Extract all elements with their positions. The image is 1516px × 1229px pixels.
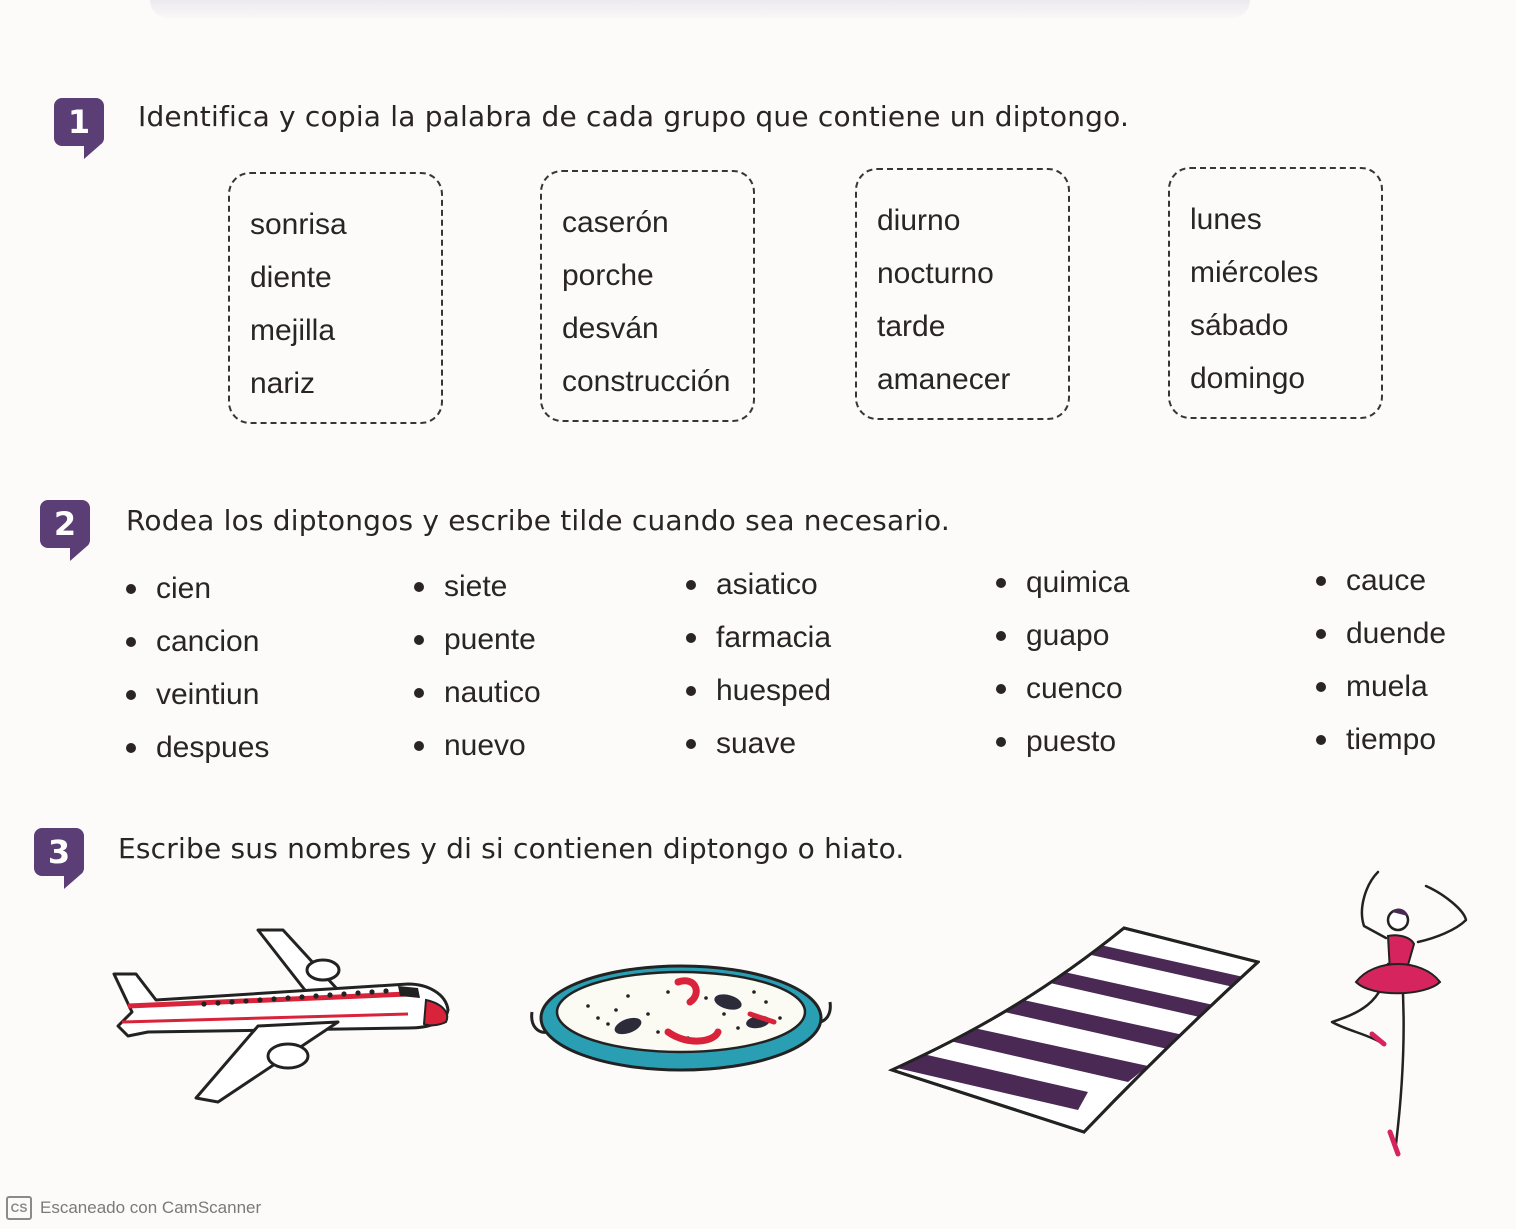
bullet-word: nautico bbox=[414, 666, 541, 719]
word: lunes bbox=[1190, 203, 1262, 236]
bullet-word: cuenco bbox=[996, 662, 1129, 715]
word-group-1 bbox=[228, 172, 443, 424]
bullet-word: siete bbox=[414, 560, 541, 613]
bullet-word: muela bbox=[1316, 660, 1446, 713]
bullet-dot bbox=[1316, 576, 1326, 586]
bullet-dot bbox=[126, 690, 136, 700]
word: domingo bbox=[1190, 362, 1306, 395]
bullet-dot bbox=[414, 582, 424, 592]
word-group-2 bbox=[540, 170, 755, 422]
camscanner-logo-icon: CS bbox=[6, 1196, 32, 1220]
bullet-word: puente bbox=[414, 613, 541, 666]
bullet-word: cancion bbox=[126, 615, 269, 668]
word: sábado bbox=[1190, 309, 1289, 342]
word: tarde bbox=[877, 310, 946, 343]
bullet-dot bbox=[126, 584, 136, 594]
towel-illustration bbox=[888, 926, 1260, 1134]
bullet-word: veintiun bbox=[126, 668, 269, 721]
bullet-word: asiatico bbox=[686, 558, 831, 611]
exercise-3-instruction: Escribe sus nombres y di si contienen diptongo o hiato. bbox=[118, 832, 905, 865]
page-top-edge bbox=[150, 0, 1250, 18]
bullet-word: despues bbox=[126, 721, 269, 774]
bullet-word: tiempo bbox=[1316, 713, 1446, 766]
bullet-dot bbox=[686, 580, 696, 590]
airplane-illustration bbox=[108, 922, 456, 1108]
bullet-column-1 bbox=[126, 562, 269, 774]
bullet-word: quimica bbox=[996, 556, 1129, 609]
bullet-word: duende bbox=[1316, 607, 1446, 660]
bullet-dot bbox=[414, 741, 424, 751]
bullet-dot bbox=[414, 688, 424, 698]
scanner-watermark bbox=[6, 1196, 261, 1220]
bullet-column-2 bbox=[414, 560, 541, 772]
exercise-3-badge bbox=[34, 828, 84, 876]
bullet-word: farmacia bbox=[686, 611, 831, 664]
exercise-2-instruction: Rodea los diptongos y escribe tilde cuando sea necesario. bbox=[126, 504, 950, 537]
bullet-word: cauce bbox=[1316, 554, 1446, 607]
word-group-3 bbox=[855, 168, 1070, 420]
bullet-dot bbox=[996, 684, 1006, 694]
bullet-word: huesped bbox=[686, 664, 831, 717]
bullet-word: suave bbox=[686, 717, 831, 770]
bullet-word: puesto bbox=[996, 715, 1129, 768]
word: construcción bbox=[562, 365, 731, 398]
bullet-column-3 bbox=[686, 558, 831, 770]
exercise-number: 3 bbox=[47, 833, 71, 871]
paella-illustration bbox=[528, 962, 834, 1076]
word: diurno bbox=[877, 204, 961, 237]
bullet-word: guapo bbox=[996, 609, 1129, 662]
word: porche bbox=[562, 259, 654, 292]
bullet-dot bbox=[1316, 735, 1326, 745]
word: desván bbox=[562, 312, 659, 345]
word: miércoles bbox=[1190, 256, 1319, 289]
word-group-4 bbox=[1168, 167, 1383, 419]
bullet-word: cien bbox=[126, 562, 269, 615]
word: sonrisa bbox=[250, 208, 347, 241]
exercise-1-badge bbox=[54, 98, 104, 146]
word: diente bbox=[250, 261, 332, 294]
bullet-dot bbox=[1316, 629, 1326, 639]
bullet-dot bbox=[126, 637, 136, 647]
bullet-dot bbox=[996, 737, 1006, 747]
bullet-dot bbox=[686, 739, 696, 749]
bullet-dot bbox=[686, 633, 696, 643]
bullet-word: nuevo bbox=[414, 719, 541, 772]
exercise-1-instruction: Identifica y copia la palabra de cada grupo que contiene un diptongo. bbox=[138, 100, 1130, 133]
bullet-dot bbox=[686, 686, 696, 696]
word: amanecer bbox=[877, 363, 1011, 396]
bullet-dot bbox=[126, 743, 136, 753]
exercise-2-badge bbox=[40, 500, 90, 548]
ballerina-illustration bbox=[1326, 864, 1472, 1160]
word: caserón bbox=[562, 206, 669, 239]
bullet-dot bbox=[414, 635, 424, 645]
watermark-text: Escaneado con CamScanner bbox=[40, 1198, 262, 1217]
word: nocturno bbox=[877, 257, 994, 290]
exercise-number: 2 bbox=[53, 505, 77, 543]
bullet-column-4 bbox=[996, 556, 1129, 768]
bullet-column-5 bbox=[1316, 554, 1446, 766]
bullet-dot bbox=[1316, 682, 1326, 692]
exercise-number: 1 bbox=[67, 103, 91, 141]
bullet-dot bbox=[996, 631, 1006, 641]
bullet-dot bbox=[996, 578, 1006, 588]
word: nariz bbox=[250, 367, 316, 400]
word: mejilla bbox=[250, 314, 336, 347]
